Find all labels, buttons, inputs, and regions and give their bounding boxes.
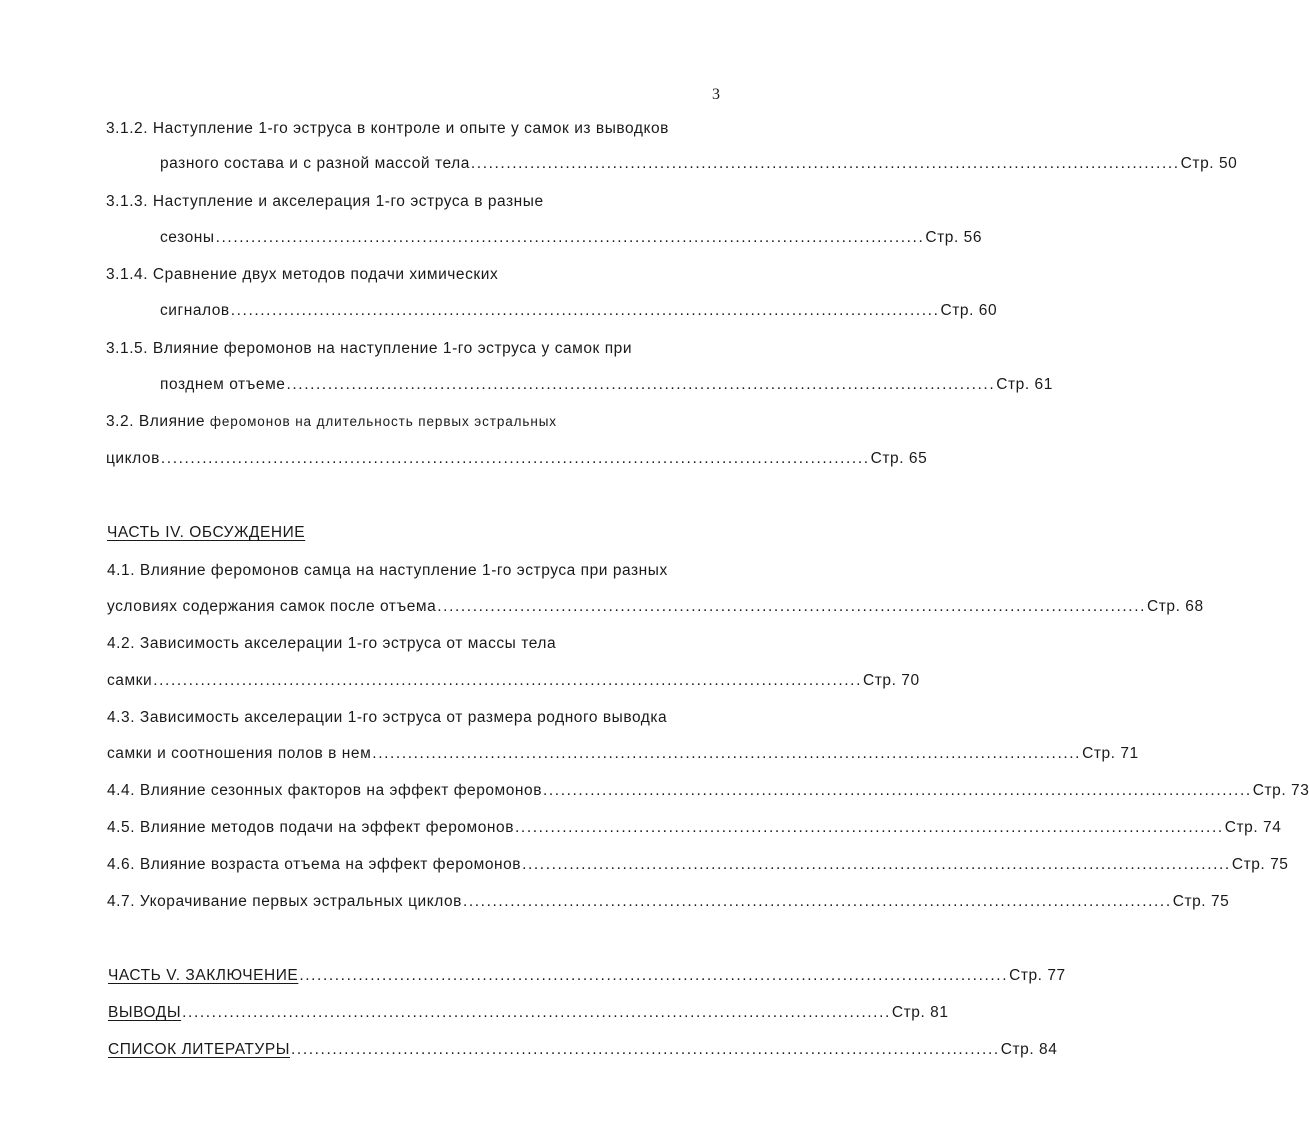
toc-entry-3-2[interactable]	[106, 448, 928, 470]
toc-page-ref: Стр. 77	[1009, 967, 1066, 984]
toc-entry-title: условиях содержания самок после отъема	[107, 598, 437, 615]
section-heading-part-4[interactable]: ЧАСТЬ IV. ОБСУЖДЕНИЕ	[107, 524, 306, 541]
toc-entry-4-7[interactable]	[107, 891, 1230, 913]
toc-entry-3-1-2[interactable]	[160, 153, 1238, 175]
toc-entry-conclusions[interactable]	[108, 1002, 949, 1024]
toc-entry-4-1-line1: 4.1. Влияние феромонов самца на наступление 1-го эструса при разных	[107, 562, 668, 579]
toc-entry-4-6[interactable]	[107, 854, 1289, 876]
leader-dots: ........................................................................................................................	[182, 1004, 891, 1021]
leader-dots: ........................................................................................................................	[522, 856, 1231, 873]
toc-entry-title: 4.6. Влияние возраста отъема на эффект феромонов	[107, 856, 522, 873]
toc-entry-part-5[interactable]	[108, 965, 1066, 987]
toc-page-ref: Стр. 68	[1147, 598, 1204, 615]
toc-page-ref: Стр. 65	[870, 450, 928, 467]
toc-entry-title: сезоны	[160, 229, 215, 246]
leader-dots: ........................................................................................................................	[291, 1041, 1000, 1058]
toc-entry-3-2-line1	[106, 411, 557, 433]
leader-dots: ........................................................................................................................	[299, 967, 1009, 984]
toc-entry-title: самки	[107, 672, 153, 689]
toc-entry-3-1-4-line1: 3.1.4. Сравнение двух методов подачи химических	[106, 266, 499, 283]
leader-dots: ........................................................................................................................	[215, 229, 925, 246]
toc-entry-lead: 3.2. Влияние	[106, 413, 210, 430]
leader-dots: ........................................................................................................................	[286, 376, 996, 393]
toc-entry-title: позднем отъеме	[160, 376, 286, 393]
toc-page-ref: Стр. 81	[891, 1004, 949, 1021]
toc-page-ref: Стр. 84	[1000, 1041, 1058, 1058]
leader-dots: ........................................................................................................................	[160, 450, 870, 467]
toc-page-ref: Стр. 56	[925, 229, 982, 246]
toc-page-ref: Стр. 74	[1224, 819, 1282, 836]
toc-entry-smallcaps: феромонов на длительность первых эстральных	[209, 414, 557, 429]
toc-entry-title: 4.7. Укорачивание первых эстральных циклов	[107, 893, 462, 910]
toc-page-ref: Стр. 75	[1231, 856, 1289, 873]
page-number: 3	[712, 86, 720, 103]
leader-dots: ........................................................................................................................	[542, 782, 1252, 799]
toc-entry-title: 4.5. Влияние методов подачи на эффект феромонов	[107, 819, 514, 836]
toc-entry-3-1-4[interactable]	[160, 300, 998, 322]
section-heading-conclusions: ВЫВОДЫ	[108, 1004, 182, 1021]
toc-entry-title: 4.4. Влияние сезонных факторов на эффект феромонов	[107, 782, 542, 799]
leader-dots: ........................................................................................................................	[462, 893, 1172, 910]
toc-entry-4-3[interactable]	[107, 743, 1139, 765]
toc-page-ref: Стр. 60	[940, 302, 998, 319]
toc-entry-3-1-3-line1: 3.1.3. Наступление и акселерация 1-го эструса в разные	[106, 193, 544, 210]
toc-entry-3-1-2-line1: 3.1.2. Наступление 1-го эструса в контроле и опыте у самок из выводков	[106, 120, 669, 137]
toc-entry-4-2[interactable]	[107, 670, 920, 692]
toc-entry-4-4[interactable]	[107, 780, 1309, 802]
toc-entry-4-5[interactable]	[107, 817, 1282, 839]
toc-entry-4-2-line1: 4.2. Зависимость акселерации 1-го эструса от массы тела	[107, 635, 557, 652]
toc-entry-4-3-line1: 4.3. Зависимость акселерации 1-го эструса от размера родного выводка	[107, 709, 668, 726]
toc-page-ref: Стр. 50	[1180, 155, 1238, 172]
toc-entry-title: самки и соотношения полов в нем	[107, 745, 372, 762]
leader-dots: ........................................................................................................................	[470, 155, 1180, 172]
toc-entry-4-1[interactable]	[107, 596, 1204, 618]
toc-entry-3-1-5-line1: 3.1.5. Влияние феромонов на наступление 1-го эструса у самок при	[106, 340, 633, 357]
leader-dots: ........................................................................................................................	[230, 302, 940, 319]
toc-entry-title: разного состава и с разной массой тела	[160, 155, 470, 172]
toc-page-ref: Стр. 75	[1172, 893, 1230, 910]
toc-page-ref: Стр. 70	[863, 672, 920, 689]
toc-entry-title: сигналов	[160, 302, 230, 319]
toc-page-ref: Стр. 61	[996, 376, 1053, 393]
leader-dots: ........................................................................................................................	[515, 819, 1224, 836]
toc-entry-3-1-3[interactable]	[160, 227, 982, 249]
leader-dots: ........................................................................................................................	[437, 598, 1147, 615]
toc-entry-references[interactable]	[108, 1039, 1058, 1061]
toc-page-ref: Стр. 71	[1082, 745, 1139, 762]
section-heading-references: СПИСОК ЛИТЕРАТУРЫ	[108, 1041, 290, 1058]
toc-entry-title: циклов	[106, 450, 160, 467]
toc-page-ref: Стр. 73	[1252, 782, 1309, 799]
leader-dots: ........................................................................................................................	[153, 672, 862, 689]
toc-entry-3-1-5[interactable]	[160, 374, 1053, 396]
section-heading-part-5: ЧАСТЬ V. ЗАКЛЮЧЕНИЕ	[108, 967, 299, 984]
leader-dots: ........................................................................................................................	[372, 745, 1082, 762]
